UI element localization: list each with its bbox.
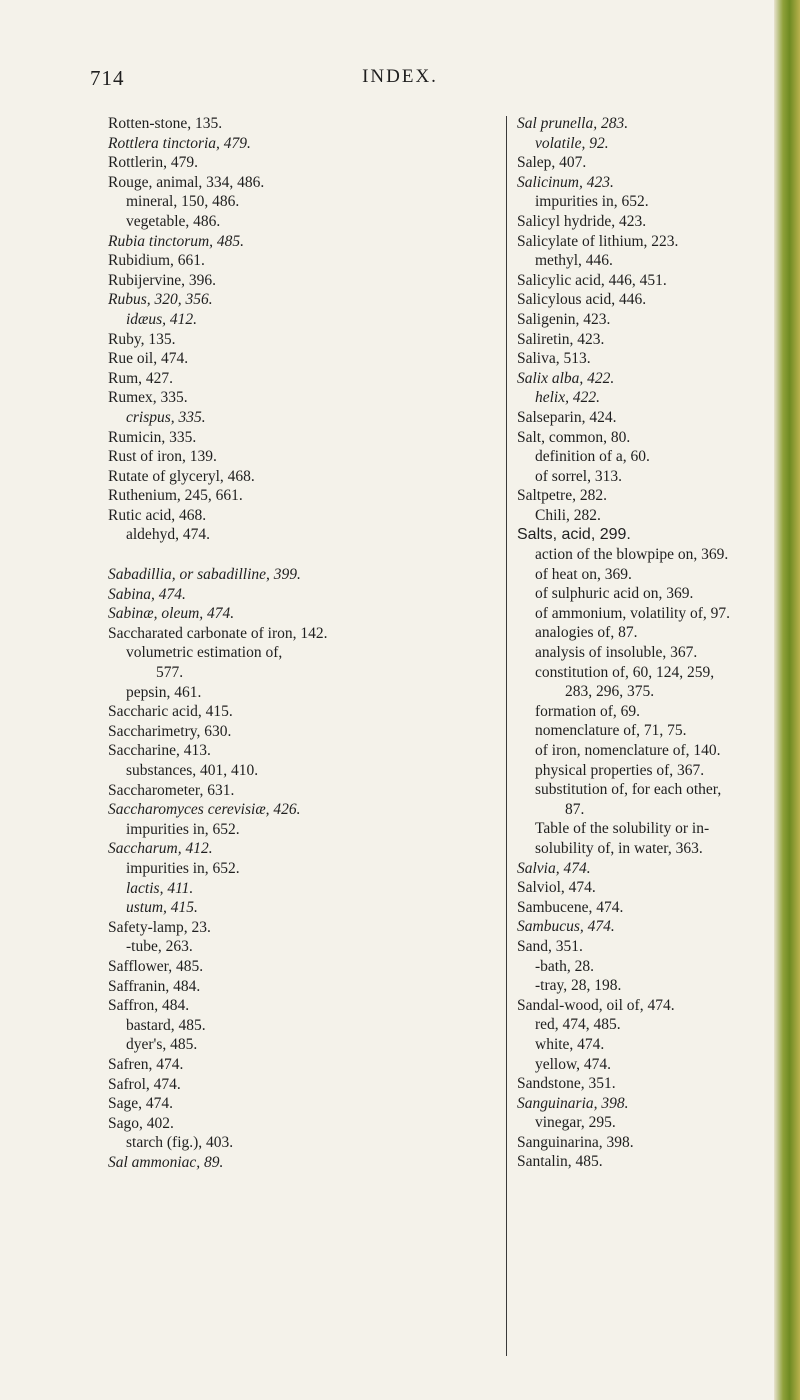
index-entry: Ruby, 135. (108, 330, 176, 348)
index-entry: Safrol, 474. (108, 1075, 181, 1093)
page-number: 714 (90, 66, 125, 90)
index-entry: Salep, 407. (517, 154, 587, 172)
index-entry: Saccharimetry, 630. (108, 722, 232, 740)
index-subentry: bastard, 485. (126, 1016, 206, 1034)
index-subentry: of sorrel, 313. (535, 467, 622, 485)
index-entry: Rumicin, 335. (108, 428, 197, 446)
index-subentry: vinegar, 295. (535, 1114, 616, 1132)
index-subentry: 283, 296, 375. (565, 683, 655, 701)
index-entry: Rottlerin, 479. (108, 154, 198, 172)
index-subentry: nomenclature of, 71, 75. (535, 722, 687, 740)
index-subentry: methyl, 446. (535, 252, 613, 270)
index-entry: Saltpetre, 282. (517, 487, 607, 505)
index-entry: Rubia tinctorum, 485. (108, 232, 245, 250)
index-entry: Rubus, 320, 356. (108, 291, 213, 309)
page-edge-tab (774, 0, 800, 1400)
index-entry: Rum, 427. (108, 369, 174, 387)
index-entry: Rust of iron, 139. (108, 448, 217, 466)
index-column-right (517, 114, 757, 1172)
index-entry: Sanguinarina, 398. (517, 1133, 634, 1151)
index-subentry: of ammonium, volatility of, 97. (535, 604, 731, 622)
index-entry: Rubidium, 661. (108, 252, 205, 270)
index-subentry: white, 474. (535, 1035, 605, 1053)
index-entry: Saccharomyces cerevisiæ, 426. (108, 801, 301, 819)
index-entry: Rottlera tinctoria, 479. (108, 134, 251, 152)
index-entry: Safflower, 485. (108, 957, 204, 975)
index-subentry: crispus, 335. (126, 408, 206, 426)
index-entry: Saligenin, 423. (517, 310, 611, 328)
index-entry: Saccharated carbonate of iron, 142. (108, 624, 328, 642)
index-subentry: aldehyd, 474. (126, 526, 210, 544)
index-subentry: volumetric estimation of, (126, 644, 283, 662)
index-entry: Salviol, 474. (517, 879, 596, 897)
index-subentry: physical properties of, 367. (535, 761, 705, 779)
page-header (0, 66, 800, 94)
index-entry: Rubijervine, 396. (108, 271, 217, 289)
index-subentry: impurities in, 652. (535, 193, 649, 211)
index-subentry: volatile, 92. (535, 134, 609, 152)
index-subentry: -tray, 28, 198. (535, 977, 622, 995)
index-column-left (108, 114, 443, 1172)
index-entry: Sambucene, 474. (517, 898, 624, 916)
index-subentry: of sulphuric acid on, 369. (535, 585, 694, 603)
index-entry: Safety-lamp, 23. (108, 918, 211, 936)
index-entry: Sal prunella, 283. (517, 115, 629, 132)
index-entry: Saffron, 484. (108, 997, 190, 1015)
index-subentry: analogies of, 87. (535, 624, 638, 642)
index-entry: Salicylate of lithium, 223. (517, 232, 679, 250)
index-entry: Sabinæ, oleum, 474. (108, 605, 235, 623)
index-entry: Rutic acid, 468. (108, 506, 207, 524)
index-subentry: pepsin, 461. (126, 683, 202, 701)
index-subentry: Table of the solubility or in- (535, 820, 710, 838)
index-subentry: yellow, 474. (535, 1055, 612, 1073)
index-entry: Salts, acid, 299. (517, 526, 631, 544)
index-entry: Rue oil, 474. (108, 350, 189, 368)
index-subentry: constitution of, 60, 124, 259, (535, 663, 715, 681)
index-subentry: impurities in, 652. (126, 859, 240, 877)
index-subentry: ustum, 415. (126, 899, 198, 917)
index-subentry: idæus, 412. (126, 310, 198, 328)
index-entry: Sandal-wood, oil of, 474. (517, 996, 675, 1014)
index-entry: Saccharum, 412. (108, 840, 213, 858)
index-entry: Salicylous acid, 446. (517, 291, 647, 309)
index-entry: Sago, 402. (108, 1114, 174, 1132)
index-subentry: of heat on, 369. (535, 565, 632, 583)
index-subentry: starch (fig.), 403. (126, 1134, 234, 1152)
index-subentry: lactis, 411. (126, 879, 194, 897)
index-entry: Rutate of glyceryl, 468. (108, 467, 255, 485)
index-entry: Rouge, animal, 334, 486. (108, 173, 265, 191)
index-subentry: 577. (156, 664, 184, 682)
index-subentry: definition of a, 60. (535, 448, 650, 466)
index-entry: Salvia, 474. (517, 859, 591, 877)
index-entry: Salicylic acid, 446, 451. (517, 271, 667, 289)
index-entry: Saccharine, 413. (108, 742, 211, 760)
index-entry: Rumex, 335. (108, 389, 188, 407)
index-entry: Sage, 474. (108, 1095, 174, 1113)
section-gap (108, 545, 443, 565)
index-subentry: helix, 422. (535, 389, 600, 407)
index-subentry: substitution of, for each other, (535, 781, 722, 799)
index-entry: Sabadillia, or sabadilline, 399. (108, 566, 301, 584)
index-subentry: dyer's, 485. (126, 1036, 198, 1054)
index-subentry: impurities in, 652. (126, 820, 240, 838)
index-subentry: analysis of insoluble, 367. (535, 644, 698, 662)
index-subentry: red, 474, 485. (535, 1016, 621, 1034)
index-entry: Salseparin, 424. (517, 408, 617, 426)
index-subentry: -bath, 28. (535, 957, 594, 975)
index-entry: Saliva, 513. (517, 350, 591, 368)
index-subentry: action of the blowpipe on, 369. (535, 546, 729, 564)
index-entry: Salicyl hydride, 423. (517, 212, 647, 230)
index-subentry: mineral, 150, 486. (126, 193, 240, 211)
index-subentry: -tube, 263. (126, 938, 193, 956)
column-divider (506, 116, 507, 1356)
index-entry: Sandstone, 351. (517, 1075, 616, 1093)
index-subentry: solubility of, in water, 363. (535, 839, 703, 857)
index-entry: Sal ammoniac, 89. (108, 1153, 224, 1171)
index-subentry: of iron, nomenclature of, 140. (535, 742, 721, 759)
index-entry: Saccharometer, 631. (108, 781, 235, 799)
index-subentry: 87. (565, 800, 585, 818)
index-entry: Saffranin, 484. (108, 977, 201, 995)
index-entry: Sabina, 474. (108, 585, 186, 603)
index-subentry: formation of, 69. (535, 702, 641, 720)
index-entry: Salt, common, 80. (517, 428, 631, 446)
index-entry: Sanguinaria, 398. (517, 1094, 629, 1112)
index-entry: Rotten-stone, 135. (108, 115, 223, 132)
index-entry: Saliretin, 423. (517, 330, 605, 348)
index-subentry: Chili, 282. (535, 506, 601, 524)
index-entry: Saccharic acid, 415. (108, 703, 233, 721)
index-entry: Salix alba, 422. (517, 369, 615, 387)
index-entry: Santalin, 485. (517, 1153, 603, 1171)
index-subentry: vegetable, 486. (126, 212, 221, 230)
index-subentry: substances, 401, 410. (126, 762, 259, 779)
index-entry: Sand, 351. (517, 937, 583, 955)
running-head: INDEX. (362, 66, 438, 87)
index-entry: Sambucus, 474. (517, 918, 615, 936)
index-entry: Safren, 474. (108, 1055, 184, 1073)
index-entry: Ruthenium, 245, 661. (108, 487, 243, 505)
index-entry: Salicinum, 423. (517, 173, 614, 191)
